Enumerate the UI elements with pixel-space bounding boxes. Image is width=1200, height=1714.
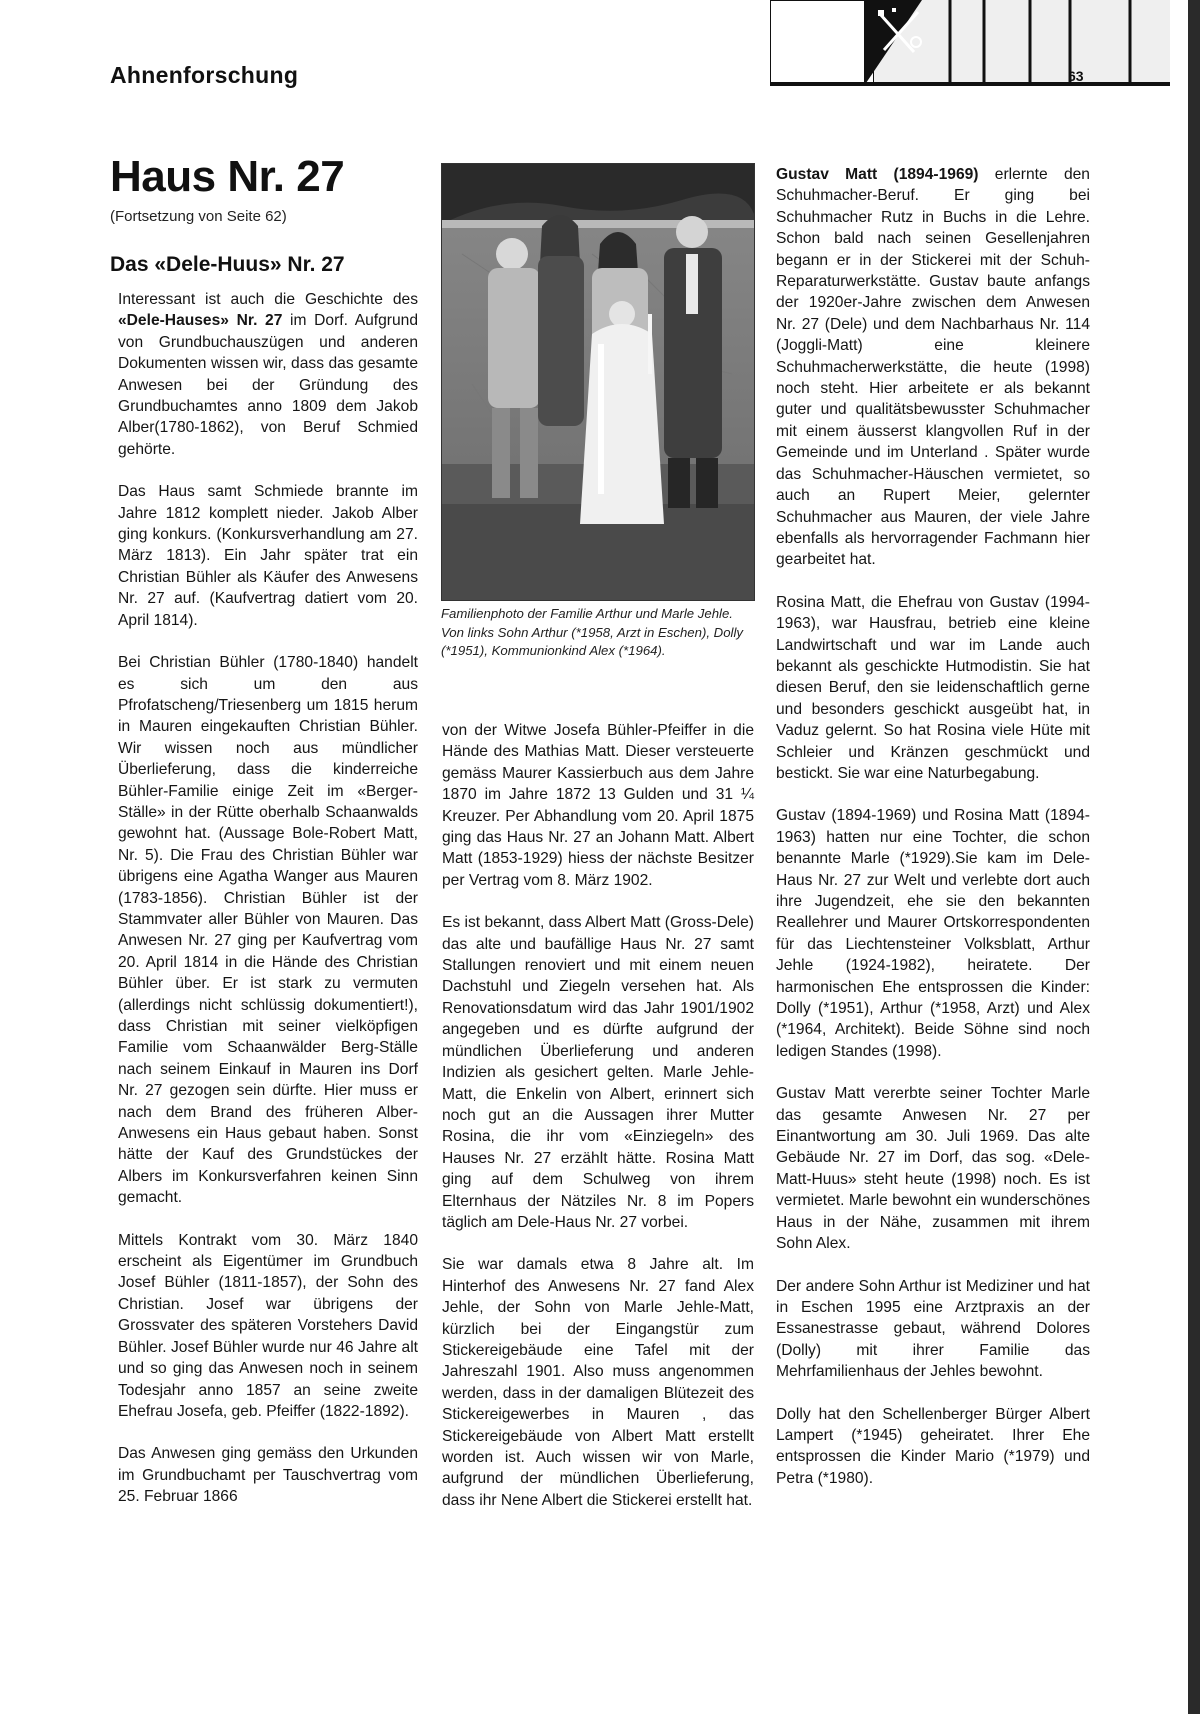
paragraph: von der Witwe Josefa Bühler-Pfeiffer in die Hände des Mathias Matt. Dieser versteuerte gemäss Maurer Kassierbuch aus dem Jahre 1870 im Jahre 1872 13 Gulden und 31 ¼ Kreuzer. Per Abhandlung vom 20. April 1875 ging das Haus Nr. 27 an Johann Matt. Albert Matt (1853-1929) hiess der nächste Besitzer per Vertrag vom 8. März 1902. xyxy=(442,722,754,889)
paragraph: Es ist bekannt, dass Albert Matt (Gross-Dele) das alte und baufällige Haus Nr. 27 samt Stallungen renoviert und mit einem neuen Dachstuhl und Ziegeln versehen hat. Als Renovationsdatum wird das Jahr 1901/1902 angegeben und es dürfte aufgrund der mündlichen Überlieferung und anderen Indizien als gesichert gelten. Marle Jehle-Matt, die Enkelin von Albert, erinnert sich noch gut an die Aussagen ihrer Mutter Rosina, die ihr vom «Einziegeln» des Hauses Nr. 27 erzählt hätte. Rosina Matt ging auf dem Schulweg von ihrem Elternhaus der Nätziles Nr. 8 im Popers täglich am Dele-Haus Nr. 27 vorbei. xyxy=(442,914,754,1231)
page-number: 63 xyxy=(1068,68,1084,84)
page-edge-shadow xyxy=(1188,0,1200,1714)
paragraph: Bei Christian Bühler (1780-1840) handelt es sich um den aus Pfrofatscheng/Triesenberg um 1815 herum in Mauren eingekauften Christian Bühler. Wir wissen noch aus mündlicher Überlieferung, dass die kinderreiche Bühler-Familie einige Zeit im «Berger-Ställe» in der Rütte oberhalb Schaanwalds gewohnt hat. (Aussage Bole-Robert Matt, Nr. 5). Die Frau des Christian Bühler war übrigens eine Agatha Wanger aus Mauren (1783-1856). Christian Bühler ist der Stammvater aller Bühler von Mauren. Das Anwesen Nr. 27 ging per Kaufvertrag vom 20. April 1814 in die Hände des Christian Bühler über. Er ist stark zu vermuten (allerdings nicht schlüssig dokumentiert!), dass Christian mit seiner vielköpfigen Familie vom Schaanwälder Berg-Ställe nach seinem Einkauf in Mauren ins Dorf Nr. 27 gezogen sein dürfte. Hier muss er nach dem Brand des früheren Alber-Anwesens ein Haus gebaut haben. Sonst hätte der Kauf des Grundstückes der Albers im Konkursverfahren keinen Sinn gemacht. xyxy=(118,654,418,1207)
photo-caption: Familienphoto der Familie Arthur und Marle Jehle. Von links Sohn Arthur (*1958, Arzt in Eschen), Dolly (*1951), Kommunionkind Alex (*1964). xyxy=(441,606,743,658)
paragraph: Sie war damals etwa 8 Jahre alt. Im Hinterhof des Anwesens Nr. 27 fand Alex Jehle, der Sohn von Marle Jehle-Matt, kürzlich bei der Eingangstür zum Stickereigebäude eine Tafel mit der Jahreszahl 1901. Also muss angenommen werden, dass in der damaligen Blütezeit des Stickereigewerbes in Mauren , das Stickereigebäude von Albert Matt erstellt worden ist. Auch wissen wir von Marle, aufgrund der mündlichen Überlieferung, dass ihr Nene Albert die Stickerei erstellt hat. xyxy=(442,1256,754,1509)
paragraph xyxy=(118,289,418,460)
paragraph-text: erlernte den Schuhmacher-Beruf. Er ging bei Schuhmacher Rutz in Buchs in die Lehre. Schon bald nach seinen Gesellenjahren begann er in der Stickerei mit der Schuh-Reparaturwerkstätte. Gustav baute anfangs der 1920er-Jahre zwischen dem Anwesen Nr. 27 (Dele) und dem Nachbarhaus Nr. 114 (Joggli-Matt) eine kleinere Schuhmacherwerkstätte, die heute (1998) noch steht. Hier arbeitete er als bekannt guter und qualitätsbewusster Schuhmacher mit einem äusserst klangvollen Ruf in der Gemeinde und im Unterland . Später wurde das Schuhmacher-Häuschen vermietet, so auch an Rupert Meier, gelernter Schuhmacher aus Mauren, der viele Jahre ebenfalls als hervorragender Fachmann hier gearbeitet hat. xyxy=(776,166,1090,569)
paragraph: Das Haus samt Schmiede brannte im Jahre 1812 komplett nieder. Jakob Alber ging konkurs. (Konkursverhandlung am 27. März 1813). Ein Jahr später trat ein Christian Bühler als Käufer des Anwesens Nr. 27 auf. (Kaufvertrag datiert vom 20. April 1814). xyxy=(118,483,418,629)
paragraph-bold: Gustav Matt (1894-1969) xyxy=(776,166,979,183)
text-column-2 xyxy=(442,720,754,1532)
article-title: Haus Nr. 27 xyxy=(110,152,345,201)
section-title: Ahnenforschung xyxy=(110,62,299,88)
paragraph: Mittels Kontrakt vom 30. März 1840 erscheint als Eigentümer im Grundbuch Josef Bühler (1811-1857), der Sohn des Christian. Josef war übrigens der Grossvater des späteren Vorstehers David Bühler. Josef Bühler wurde nur 46 Jahre alt und so ging das Anwesen noch in seinem Todesjahr anno 1857 an seine zweite Ehefrau Josefa, geb. Pfeiffer (1822-1892). xyxy=(118,1231,418,1420)
paragraph: Gustav Matt vererbte seiner Tochter Marle das gesamte Anwesen Nr. 27 per Einantwortung am 30. Juli 1969. Das alte Gebäude Nr. 27 im Dorf, das sog. «Dele-Matt-Huus» steht heute (1998) noch. Es ist vermietet. Marle bewohnt ein wunderschönes Haus in der Nähe, zusammen mit ihrem Sohn Alex. xyxy=(776,1085,1090,1253)
header-decoration xyxy=(770,0,1170,86)
text-column-1 xyxy=(118,289,418,1529)
paragraph: Dolly hat den Schellenberger Bürger Albert Lampert (*1945) geheiratet. Ihrer Ehe entsprossen die Kinder Mario (*1979) und Petra (*1980). xyxy=(776,1405,1090,1487)
paragraph: Gustav (1894-1969) und Rosina Matt (1894-1963) hatten nur eine Tochter, die schon benannte Marle (*1929).Sie kam im Dele-Haus Nr. 27 zur Welt und verlebte dort auch ihre Jugendzeit, ehe sie den bekannten Reallehrer und Maurer Ortskorrespondenten für das Liechtensteiner Volksblatt, Arthur Jehle (1924-1982), heiratete. Der harmonischen Ehe entsprossen die Kinder: Dolly (*1951), Arthur (*1958, Arzt) und Alex (*1964, Architekt). Beide Söhne sind noch ledigen Standes (1998). xyxy=(776,807,1090,1060)
paragraph-text: Interessant ist auch die Geschichte des xyxy=(118,291,418,308)
paragraph: Das Anwesen ging gemäss den Urkunden im Grundbuchamt per Tauschvertrag vom 25. Februar 1866 xyxy=(118,1445,418,1506)
paragraph: Der andere Sohn Arthur ist Mediziner und hat in Eschen 1995 eine Arztpraxis an der Essanestrasse gebaut, während Dolores (Dolly) mit ihrer Familie das Mehrfamilienhaus der Jehles bewohnt. xyxy=(776,1277,1090,1381)
article-subtitle: (Fortsetzung von Seite 62) xyxy=(110,208,287,225)
text-column-3 xyxy=(776,164,1090,1510)
family-photo xyxy=(441,163,755,601)
paragraph-bold: «Dele-Hauses» Nr. 27 xyxy=(118,312,283,330)
paragraph-text: im Dorf. Aufgrund von Grundbuchauszügen und anderen Dokumenten wissen wir, dass das gesamte Anwesen bei der Gründung des Grundbuchamtes anno 1809 dem Jakob Alber(1780-1862), von Beruf Schmied gehörte. xyxy=(118,312,418,458)
paragraph xyxy=(776,164,1090,571)
article-heading: Das «Dele-Huus» Nr. 27 xyxy=(110,253,345,276)
paragraph: Rosina Matt, die Ehefrau von Gustav (1994-1963), war Hausfrau, betrieb eine kleine Landwirtschaft und war im Lande auch bekannt als geschickte Hutmodistin. Sie hat diesen Beruf, den sie leidenschaftlich gerne und besonders geschickt ausgeübt hat, in Vaduz gelernt. So hat Rosina viele Hüte mit Schleier und Kränzen geschmückt und bestickt. Sie war eine Naturbegabung. xyxy=(776,593,1090,782)
